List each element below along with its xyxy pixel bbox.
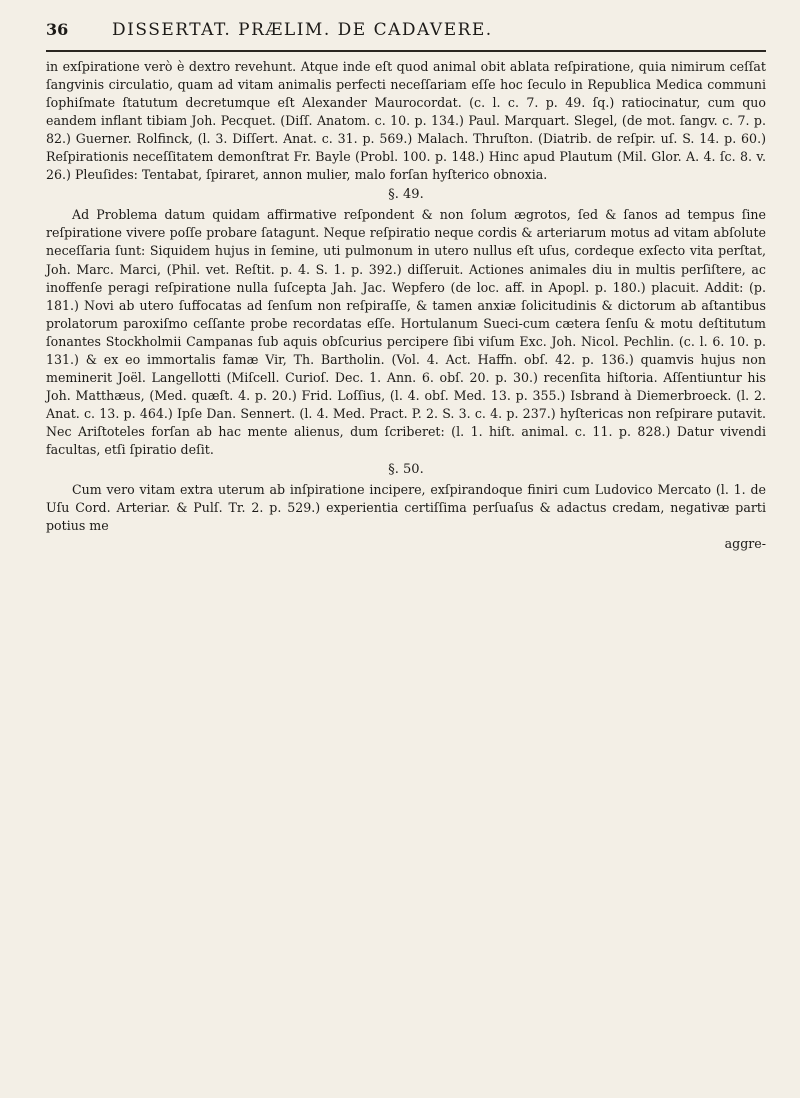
paragraph-opening: in exſpiratione verò è dextro revehunt. Atque inde eſt quod animal obit ablata reſpiratione, quia nimirum ceſſat ſangvinis circulatio, quam ad vitam animalis perfecti neceſſariam eſſe hoc ſeculo in Republica Medica communi ſophiſmate ſtatutum decretumque eſt Alexander Maurocordat. (c. l. c. 7. p. 49. ſq.) ratiocinatur, cum quo eandem inflant tibiam Joh. Pecquet. (Diſſ. Anatom. c. 10. p. 134.) Paul. Marquart. Slegel, (de mot. ſangv. c. 7. p. 82.) Guerner. Rolfinck, (l. 3. Diſſert. Anat. c. 31. p. 569.) Malach. Thruſton. (Diatrib. de reſpir. uſ. S. 14. p. 60.) Reſpirationis neceſſitatem demonſtrat Fr. Bayle (Probl. 100. p. 148.) Hinc apud Plautum (Mil. Glor. A. 4. ſc. 8. v. 26.) Pleuſides: Tentabat, ſpiraret, annon mulier, malo forſan hyſterico obnoxia. — [46, 59, 766, 183]
page-number: 36 — [46, 20, 69, 39]
paragraph-section-50: Cum vero vitam extra uterum ab inſpiratione incipere, exſpirandoque finiri cum Ludovico Mercato (l. 1. de Uſu Cord. Arteriar. & Pulſ. Tr. 2. p. 529.) experientia certiſſima perſuaſus & adactus credam, negativæ parti potius me — [46, 482, 766, 534]
page-header — [46, 20, 766, 48]
body-text — [46, 58, 766, 553]
catchword: aggre- — [724, 536, 766, 552]
running-head: DISSERTAT. PRÆLIM. DE CADAVERE. — [112, 20, 493, 40]
section-number-49: §. 49. — [388, 187, 424, 203]
paragraph-section-49: Ad Problema datum quidam affirmative reſpondent & non ſolum ægrotos, ſed & ſanos ad tempus ſine reſpiratione vivere poſſe probare ſatagunt. Neque reſpiratio neque cordis & arteriarum motus ad vitam abſolute neceſſaria ſunt: Siquidem hujus in ſemine, uti pulmonum in utero nullus eſt uſus, cordeque exſecto vita perſtat, Joh. Marc. Marci, (Phil. vet. Reſtit. p. 4. S. 1. p. 392.) diſſeruit. Actiones animales diu in multis perſiſtere, ac inoffenſe peragi reſpiratione nulla ſuſcepta Jah. Jac. Wepfero (de loc. aff. in Apopl. p. 180.) placuit. Addit: (p. 181.) Novi ab utero ſuffocatas ad ſenſum non reſpiraſſe, & tamen anxiæ ſolicitudinis & dictorum ab aſtantibus prolatorum paroxiſmo ceſſante probe recordatas eſſe. Hortulanum Sueci-cum cætera ſenſu & motu deſtitutum ſonantes Stockholmii Campanas ſub aquis obſcurius percipere ſibi viſum Exc. Joh. Nicol. Pechlin. (c. l. 6. 10. p. 131.) & ex eo immortalis famæ Vir, Th. Bartholin. (Vol. 4. Act. Haffn. obſ. 42. p. 136.) quamvis hujus non meminerit Joël. Langellotti (Miſcell. Curioſ. Dec. 1. Ann. 6. obſ. 20. p. 30.) recenſita hiſtoria. Aſſentiuntur his Joh. Matthæus, (Med. quæſt. 4. p. 20.) Frid. Loſſius, (l. 4. obſ. Med. 13. p. 355.) Isbrand à Diemerbroeck. (l. 2. Anat. c. 13. p. 464.) Ipſe Dan. Sennert. (l. 4. Med. Pract. P. 2. S. 3. c. 4. p. 237.) hyſtericas non reſpirare putavit. Nec Ariſtoteles forſan ab hac mente alienus, dum ſcriberet: (l. 1. hiſt. animal. c. 11. p. 828.) Datur vivendi facultas, etſi ſpiratio deſit. — [46, 207, 766, 457]
header-rule — [46, 50, 766, 52]
section-number-50: §. 50. — [388, 462, 424, 478]
